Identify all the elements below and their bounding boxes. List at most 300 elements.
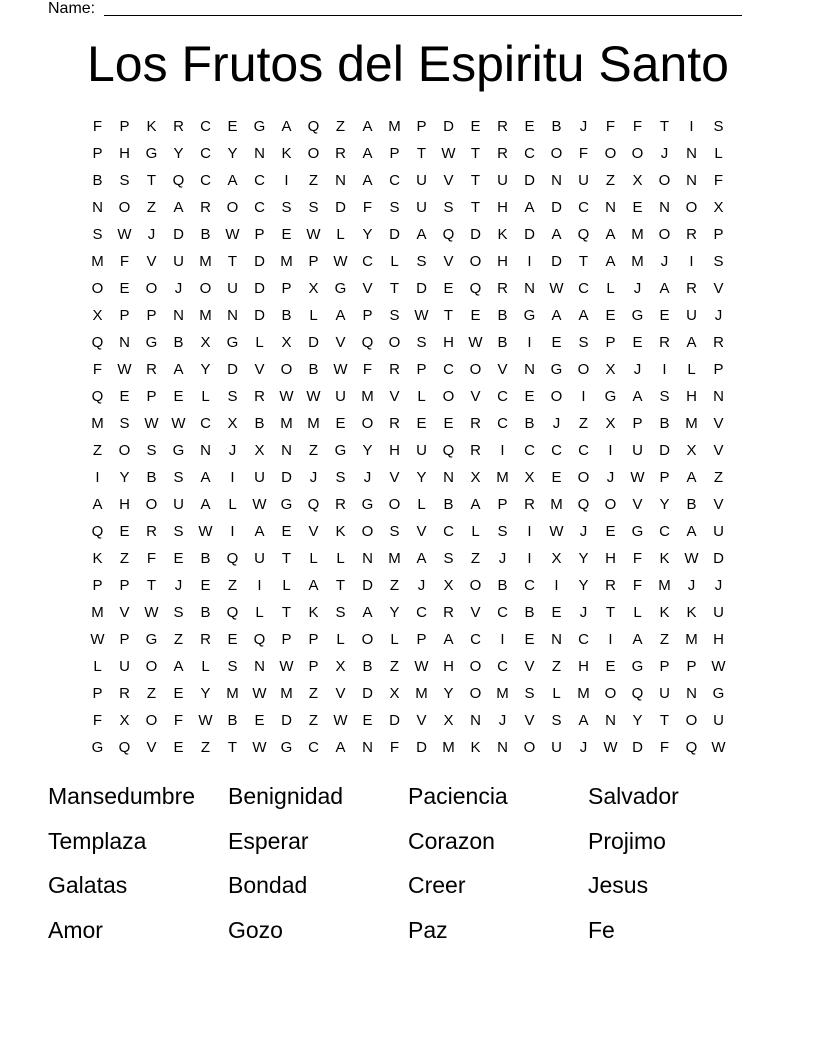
grid-letter: Z xyxy=(659,631,670,648)
grid-letter: N xyxy=(605,712,616,729)
grid-letter: C xyxy=(497,415,508,432)
grid-letter: P xyxy=(416,118,427,135)
grid-letter: L xyxy=(309,307,318,324)
grid-letter: R xyxy=(173,118,184,135)
grid-letter: Y xyxy=(362,442,373,459)
grid-letter: A xyxy=(92,496,103,513)
grid-letter: L xyxy=(390,253,399,270)
grid-letter: Z xyxy=(308,685,319,702)
grid-letter: I xyxy=(662,361,667,378)
grid-letter: D xyxy=(335,199,346,216)
word-list-item: Salvador xyxy=(588,783,679,809)
grid-letter: L xyxy=(93,658,102,675)
grid-letter: G xyxy=(145,631,158,648)
grid-letter: L xyxy=(228,496,237,513)
grid-letter: F xyxy=(713,172,724,189)
grid-letter: M xyxy=(658,577,671,594)
grid-letter: I xyxy=(257,577,262,594)
grid-letter: M xyxy=(280,685,293,702)
grid-letter: C xyxy=(470,631,481,648)
grid-letter: H xyxy=(119,496,130,513)
grid-letter: V xyxy=(524,658,535,675)
grid-letter: G xyxy=(145,334,158,351)
grid-letter: Z xyxy=(335,118,346,135)
grid-letter: H xyxy=(713,631,724,648)
grid-letter: D xyxy=(659,442,670,459)
grid-letter: D xyxy=(416,739,427,756)
grid-letter: J xyxy=(633,280,642,297)
grid-letter: E xyxy=(632,334,643,351)
grid-letter: S xyxy=(227,388,238,405)
grid-letter: P xyxy=(659,658,670,675)
grid-letter: O xyxy=(685,712,698,729)
grid-letter: S xyxy=(713,253,724,270)
grid-letter: U xyxy=(416,199,427,216)
grid-letter: N xyxy=(551,172,562,189)
grid-letter: Z xyxy=(308,172,319,189)
grid-letter: K xyxy=(146,118,157,135)
grid-letter: U xyxy=(686,307,697,324)
grid-letter: E xyxy=(416,415,427,432)
grid-letter: F xyxy=(389,739,400,756)
grid-letter: C xyxy=(362,253,373,270)
grid-letter: M xyxy=(550,496,563,513)
grid-letter: U xyxy=(659,685,670,702)
grid-letter: E xyxy=(173,685,184,702)
grid-letter: N xyxy=(686,685,697,702)
grid-letter: P xyxy=(605,334,616,351)
grid-letter: T xyxy=(470,145,481,162)
grid-letter: H xyxy=(119,145,130,162)
grid-letter: X xyxy=(119,712,130,729)
grid-letter: T xyxy=(578,253,589,270)
grid-letter: O xyxy=(658,172,671,189)
grid-letter: S xyxy=(173,604,184,621)
grid-letter: E xyxy=(281,523,292,540)
grid-letter: J xyxy=(660,145,669,162)
grid-letter: E xyxy=(200,577,211,594)
grid-letter: R xyxy=(335,145,346,162)
grid-letter: H xyxy=(605,550,616,567)
page-title: Los Frutos del Espiritu Santo xyxy=(87,36,729,92)
grid-letter: V xyxy=(416,523,427,540)
word-list-item: Galatas xyxy=(48,872,128,898)
grid-letter: K xyxy=(92,550,103,567)
grid-letter: S xyxy=(389,307,400,324)
grid-letter: X xyxy=(335,658,346,675)
grid-letter: V xyxy=(335,685,346,702)
grid-letter: I xyxy=(689,253,694,270)
grid-letter: D xyxy=(551,199,562,216)
grid-letter: R xyxy=(497,280,508,297)
grid-letter: M xyxy=(388,550,401,567)
grid-letter: Z xyxy=(200,739,211,756)
grid-letter: J xyxy=(714,307,723,324)
grid-letter: J xyxy=(579,118,588,135)
grid-letter: I xyxy=(527,523,532,540)
grid-letter: E xyxy=(227,631,238,648)
grid-letter: G xyxy=(280,496,293,513)
word-list-item: Amor xyxy=(48,916,103,943)
grid-letter: P xyxy=(632,415,643,432)
grid-letter: X xyxy=(605,415,616,432)
grid-letter: P xyxy=(416,361,427,378)
grid-letter: B xyxy=(227,712,238,729)
grid-letter: X xyxy=(551,550,562,567)
grid-letter: L xyxy=(336,226,345,243)
grid-letter: V xyxy=(470,604,481,621)
grid-letter: A xyxy=(335,739,346,756)
grid-letter: R xyxy=(686,280,697,297)
grid-letter: D xyxy=(281,469,292,486)
grid-letter: E xyxy=(551,334,562,351)
grid-letter: I xyxy=(581,388,586,405)
grid-letter: E xyxy=(632,199,643,216)
grid-letter: U xyxy=(119,658,130,675)
grid-letter: B xyxy=(200,604,211,621)
grid-letter: T xyxy=(659,712,670,729)
grid-letter: X xyxy=(92,307,103,324)
grid-letter: Z xyxy=(389,658,400,675)
grid-letter: A xyxy=(605,226,616,243)
word-list-item: Esperar xyxy=(228,827,309,854)
grid-letter: N xyxy=(254,658,265,675)
grid-letter: Q xyxy=(307,496,320,513)
grid-letter: S xyxy=(173,469,184,486)
grid-letter: V xyxy=(146,253,157,270)
grid-letter: E xyxy=(173,388,184,405)
grid-letter: W xyxy=(252,496,267,513)
grid-letter: S xyxy=(524,685,535,702)
grid-letter: Y xyxy=(578,550,589,567)
grid-letter: W xyxy=(144,604,159,621)
grid-letter: C xyxy=(497,604,508,621)
grid-letter: O xyxy=(604,685,617,702)
grid-letter: E xyxy=(524,388,535,405)
grid-letter: A xyxy=(578,307,589,324)
grid-letter: J xyxy=(579,523,588,540)
grid-letter: M xyxy=(415,685,428,702)
grid-letter: S xyxy=(227,658,238,675)
grid-letter: A xyxy=(551,307,562,324)
grid-letter: M xyxy=(496,685,509,702)
grid-letter: G xyxy=(523,307,536,324)
grid-letter: X xyxy=(200,334,211,351)
grid-letter: D xyxy=(173,226,184,243)
grid-letter: B xyxy=(551,118,562,135)
grid-letter: W xyxy=(252,739,267,756)
grid-letter: R xyxy=(389,361,400,378)
grid-letter: U xyxy=(227,280,238,297)
grid-letter: S xyxy=(389,523,400,540)
grid-letter: H xyxy=(686,388,697,405)
grid-letter: L xyxy=(417,388,426,405)
grid-letter: R xyxy=(659,334,670,351)
grid-letter: A xyxy=(470,496,481,513)
grid-letter: C xyxy=(497,388,508,405)
grid-letter: W xyxy=(414,658,429,675)
grid-letter: B xyxy=(281,307,292,324)
grid-letter: A xyxy=(335,307,346,324)
grid-letter: W xyxy=(630,469,645,486)
grid-letter: M xyxy=(199,253,212,270)
grid-letter: Q xyxy=(253,631,266,648)
grid-letter: F xyxy=(92,712,103,729)
grid-letter: N xyxy=(686,145,697,162)
grid-letter: Y xyxy=(227,145,238,162)
grid-letter: M xyxy=(496,469,509,486)
grid-letter: P xyxy=(281,631,292,648)
grid-letter: D xyxy=(524,172,535,189)
grid-letter: Z xyxy=(146,199,157,216)
grid-letter: D xyxy=(308,334,319,351)
word-list-item: Mansedumbre xyxy=(48,783,196,809)
grid-letter: V xyxy=(713,280,724,297)
grid-letter: O xyxy=(604,145,617,162)
grid-letter: L xyxy=(633,604,642,621)
grid-letter: Z xyxy=(227,577,238,594)
grid-letter: O xyxy=(550,145,563,162)
grid-letter: W xyxy=(711,739,726,756)
grid-letter: W xyxy=(711,658,726,675)
grid-letter: D xyxy=(227,361,238,378)
grid-letter: J xyxy=(579,604,588,621)
grid-letter: X xyxy=(605,361,616,378)
grid-letter: E xyxy=(119,280,130,297)
grid-letter: L xyxy=(282,577,291,594)
grid-letter: E xyxy=(605,658,616,675)
grid-letter: Q xyxy=(631,685,644,702)
grid-letter: A xyxy=(173,361,184,378)
grid-letter: B xyxy=(497,334,508,351)
word-list-item: Projimo xyxy=(588,827,666,854)
grid-letter: M xyxy=(91,604,104,621)
grid-letter: J xyxy=(174,280,183,297)
grid-letter: W xyxy=(198,712,213,729)
grid-letter: D xyxy=(470,226,481,243)
grid-letter: A xyxy=(551,226,562,243)
word-list-item: Bondad xyxy=(228,872,308,898)
grid-letter: V xyxy=(389,388,400,405)
grid-letter: A xyxy=(416,226,427,243)
grid-letter: K xyxy=(335,523,346,540)
grid-letter: W xyxy=(441,145,456,162)
grid-letter: O xyxy=(145,658,158,675)
grid-letter: T xyxy=(146,172,157,189)
grid-letter: M xyxy=(442,739,455,756)
grid-letter: W xyxy=(549,523,564,540)
word-list-item: Jesus xyxy=(588,872,649,898)
grid-letter: N xyxy=(362,550,373,567)
grid-letter: J xyxy=(174,577,183,594)
grid-letter: K xyxy=(659,604,670,621)
grid-letter: M xyxy=(280,253,293,270)
grid-letter: V xyxy=(443,253,454,270)
grid-letter: L xyxy=(390,631,399,648)
grid-letter: Y xyxy=(416,469,427,486)
grid-letter: D xyxy=(524,226,535,243)
grid-letter: A xyxy=(281,118,292,135)
grid-letter: T xyxy=(335,577,346,594)
grid-letter: S xyxy=(146,442,157,459)
grid-letter: D xyxy=(389,226,400,243)
grid-letter: W xyxy=(117,226,132,243)
grid-letter: E xyxy=(551,604,562,621)
grid-letter: P xyxy=(713,226,724,243)
grid-letter: B xyxy=(200,550,211,567)
grid-letter: Z xyxy=(173,631,184,648)
grid-letter: C xyxy=(443,361,454,378)
grid-letter: O xyxy=(307,145,320,162)
grid-letter: P xyxy=(308,658,319,675)
grid-letter: W xyxy=(279,388,294,405)
grid-letter: N xyxy=(686,172,697,189)
grid-letter: W xyxy=(144,415,159,432)
grid-letter: S xyxy=(281,199,292,216)
grid-letter: W xyxy=(252,685,267,702)
word-list-item: Fe xyxy=(588,916,615,943)
grid-letter: S xyxy=(416,334,427,351)
grid-letter: Q xyxy=(226,604,239,621)
grid-letter: O xyxy=(469,658,482,675)
grid-letter: N xyxy=(227,307,238,324)
grid-letter: P xyxy=(92,577,103,594)
grid-letter: R xyxy=(686,226,697,243)
grid-letter: O xyxy=(442,388,455,405)
grid-letter: R xyxy=(497,145,508,162)
grid-letter: V xyxy=(416,712,427,729)
grid-letter: G xyxy=(604,388,617,405)
grid-letter: R xyxy=(524,496,535,513)
grid-letter: I xyxy=(527,253,532,270)
grid-letter: P xyxy=(119,307,130,324)
grid-letter: F xyxy=(92,118,103,135)
grid-letter: E xyxy=(335,415,346,432)
grid-letter: I xyxy=(284,172,289,189)
grid-letter: R xyxy=(470,442,481,459)
grid-letter: A xyxy=(362,118,373,135)
grid-letter: R xyxy=(497,118,508,135)
grid-letter: U xyxy=(497,172,508,189)
grid-letter: V xyxy=(632,496,643,513)
grid-letter: X xyxy=(389,685,400,702)
grid-letter: E xyxy=(254,712,265,729)
grid-letter: B xyxy=(659,415,670,432)
grid-letter: E xyxy=(551,469,562,486)
grid-letter: A xyxy=(632,631,643,648)
grid-letter: N xyxy=(362,739,373,756)
grid-letter: O xyxy=(226,199,239,216)
grid-letter: C xyxy=(578,631,589,648)
grid-letter: J xyxy=(606,469,615,486)
grid-letter: W xyxy=(306,226,321,243)
grid-letter: L xyxy=(687,361,696,378)
grid-letter: Z xyxy=(308,712,319,729)
grid-letter: V xyxy=(146,739,157,756)
grid-letter: U xyxy=(416,442,427,459)
grid-letter: R xyxy=(146,361,157,378)
grid-letter: B xyxy=(497,307,508,324)
grid-letter: B xyxy=(362,658,373,675)
grid-letter: Z xyxy=(119,550,130,567)
grid-letter: G xyxy=(226,334,239,351)
grid-letter: X xyxy=(524,469,535,486)
grid-letter: S xyxy=(551,712,562,729)
grid-letter: W xyxy=(468,334,483,351)
grid-letter: Z xyxy=(470,550,481,567)
grid-letter: S xyxy=(713,118,724,135)
grid-letter: Q xyxy=(577,226,590,243)
grid-letter: J xyxy=(228,442,237,459)
grid-letter: G xyxy=(361,496,374,513)
grid-letter: T xyxy=(605,604,616,621)
grid-letter: P xyxy=(713,361,724,378)
grid-letter: K xyxy=(281,145,292,162)
grid-letter: N xyxy=(119,334,130,351)
grid-letter: F xyxy=(119,253,130,270)
grid-letter: L xyxy=(201,388,210,405)
grid-letter: Z xyxy=(146,685,157,702)
grid-letter: A xyxy=(686,334,697,351)
grid-letter: P xyxy=(281,280,292,297)
grid-letter: I xyxy=(230,469,235,486)
grid-letter: R xyxy=(443,604,454,621)
grid-letter: P xyxy=(146,388,157,405)
grid-letter: Z xyxy=(578,415,589,432)
grid-letter: T xyxy=(389,280,400,297)
grid-letter: Q xyxy=(91,388,104,405)
grid-letter: W xyxy=(279,658,294,675)
grid-letter: P xyxy=(389,145,400,162)
grid-letter: V xyxy=(713,415,724,432)
grid-letter: O xyxy=(145,280,158,297)
grid-letter: V xyxy=(524,712,535,729)
word-search-grid xyxy=(84,113,732,761)
grid-letter: E xyxy=(605,307,616,324)
grid-letter: L xyxy=(201,658,210,675)
grid-letter: Y xyxy=(632,712,643,729)
grid-letter: N xyxy=(524,280,535,297)
grid-letter: P xyxy=(308,631,319,648)
grid-letter: L xyxy=(336,550,345,567)
grid-letter: U xyxy=(713,523,724,540)
grid-letter: S xyxy=(659,388,670,405)
grid-letter: A xyxy=(362,172,373,189)
grid-letter: A xyxy=(578,712,589,729)
grid-letter: J xyxy=(309,469,318,486)
grid-letter: B xyxy=(497,577,508,594)
grid-letter: D xyxy=(254,253,265,270)
grid-letter: U xyxy=(173,253,184,270)
grid-letter: X xyxy=(443,712,454,729)
grid-letter: O xyxy=(577,361,590,378)
grid-letter: P xyxy=(659,469,670,486)
grid-letter: N xyxy=(173,307,184,324)
grid-letter: C xyxy=(497,658,508,675)
grid-letter: O xyxy=(523,739,536,756)
grid-letter: C xyxy=(578,199,589,216)
grid-letter: E xyxy=(605,523,616,540)
grid-letter: N xyxy=(470,712,481,729)
grid-letter: C xyxy=(200,415,211,432)
grid-letter: X xyxy=(686,442,697,459)
grid-letter: V xyxy=(308,523,319,540)
grid-letter: I xyxy=(608,631,613,648)
grid-letter: D xyxy=(416,280,427,297)
grid-letter: L xyxy=(714,145,723,162)
grid-letter: T xyxy=(281,550,292,567)
grid-letter: U xyxy=(578,172,589,189)
